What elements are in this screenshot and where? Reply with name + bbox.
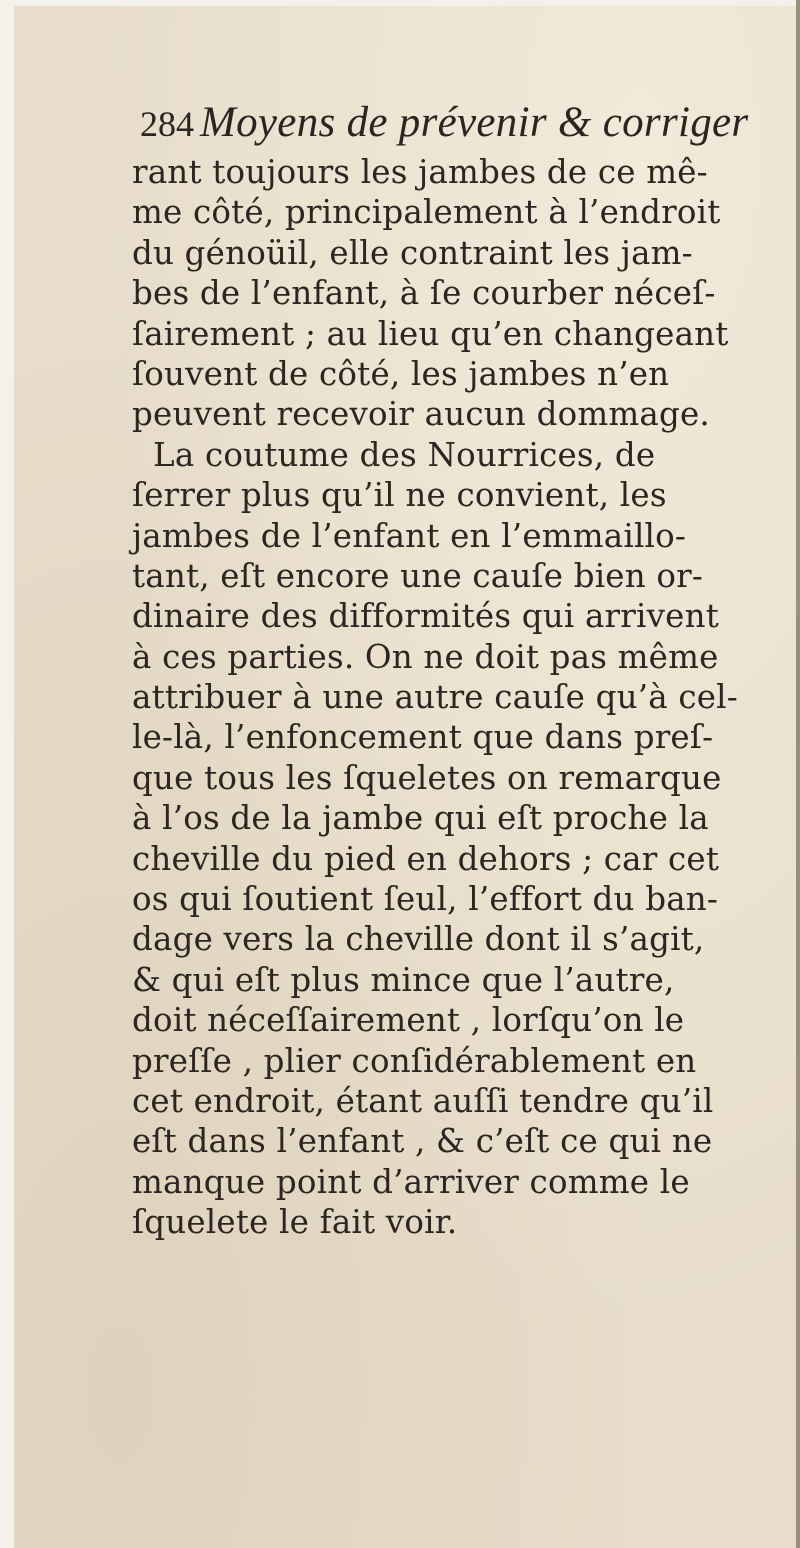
text-line: peuvent recevoir aucun dommage.: [132, 395, 710, 434]
text-line: du génoüil, elle contraint les jam-: [132, 233, 693, 272]
text-line: ſerrer plus qu’il ne convient, les: [132, 476, 667, 515]
text-line: me côté, principalement à l’endroit: [132, 193, 721, 232]
scan-margin-top: [0, 0, 800, 6]
text-line: os qui ſoutient ſeul, l’effort du ban-: [132, 880, 719, 919]
text-line: cheville du pied en dehors ; car cet: [132, 839, 720, 878]
text-line: ſquelete le fait voir.: [132, 1203, 458, 1242]
running-title: Moyens de prévenir & corriger: [200, 99, 749, 146]
scan-margin-left: [0, 0, 14, 1548]
text-line: le-là, l’enfoncement que dans preſ-: [132, 718, 714, 757]
text-line: & qui eſt plus mince que l’autre,: [132, 960, 675, 999]
running-header: [140, 98, 800, 158]
page-number: 284: [140, 104, 194, 144]
text-line: eſt dans l’enfant , & c’eſt ce qui ne: [132, 1122, 713, 1161]
text-line: bes de l’enfant, à ſe courber néceſ-: [132, 274, 716, 313]
text-line: preſſe , plier conſidérablement en: [132, 1041, 697, 1080]
text-line: manque point d’arriver comme le: [132, 1162, 690, 1201]
text-line: jambes de l’enfant en l’emmaillo-: [132, 516, 687, 555]
text-line: rant toujours les jambes de ce mê-: [132, 153, 708, 191]
text-line: ſairement ; au lieu qu’en changeant: [132, 314, 729, 353]
text-line: attribuer à une autre cauſe qu’à cel-: [132, 678, 738, 717]
text-line: que tous les ſqueletes on remarque: [132, 758, 722, 797]
text-line: à ces parties. On ne doit pas même: [132, 637, 719, 676]
text-line: tant, eſt encore une cauſe bien or-: [132, 556, 704, 595]
text-line: à l’os de la jambe qui eſt proche la: [132, 799, 709, 838]
text-line: cet endroit, étant auſſi tendre qu’il: [132, 1081, 714, 1120]
text-line: doit néceſſairement , lorſqu’on le: [132, 1001, 685, 1040]
text-line: dage vers la cheville dont il s’agit,: [132, 920, 705, 959]
body-text: [132, 152, 800, 1243]
text-line: dinaire des difformités qui arrivent: [132, 597, 720, 636]
text-line: ſouvent de côté, les jambes n’en: [132, 354, 670, 393]
paragraph-start-line: La coutume des Nourrices, de: [132, 435, 656, 474]
